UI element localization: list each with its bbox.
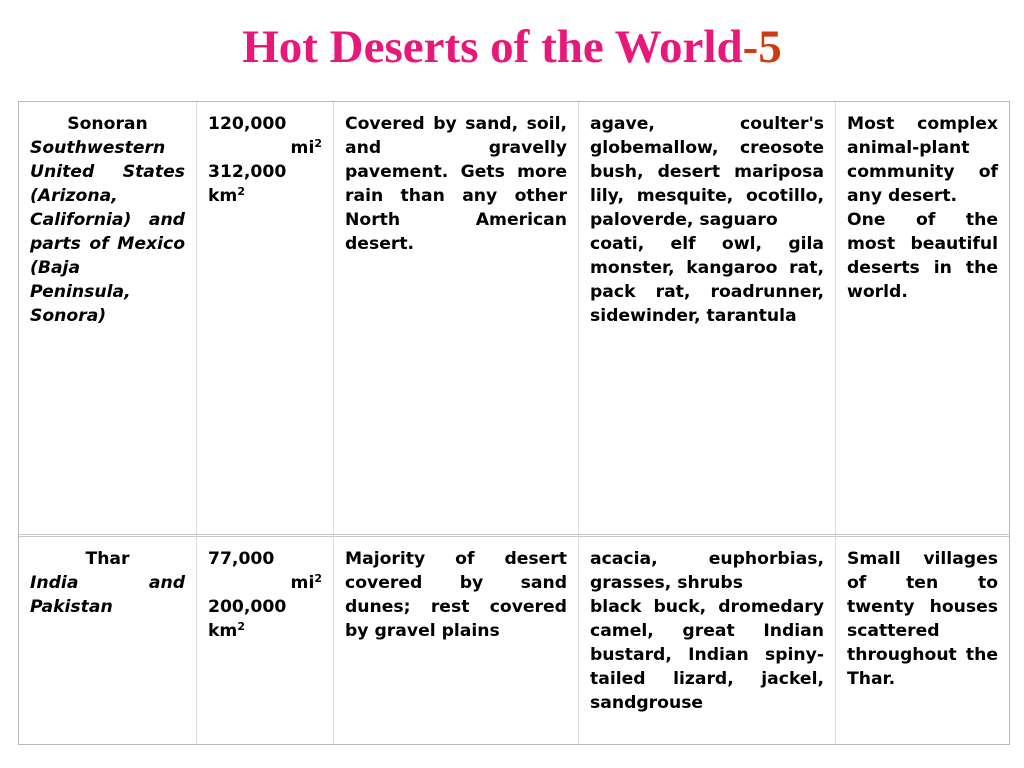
table-row	[19, 534, 1009, 744]
area-km: 312,000	[208, 162, 287, 182]
desert-name-cell	[19, 534, 197, 744]
slide-title	[0, 14, 1024, 80]
desert-note: Most complex animal-plant community of any desert.	[847, 114, 998, 206]
desert-region: India and Pakistan	[30, 573, 185, 617]
desert-name-cell	[19, 102, 197, 534]
area-km-unit: $km^2$	[208, 620, 245, 641]
area-miles-unit: $mi^2$	[290, 137, 322, 158]
desert-notes-cell	[836, 534, 1009, 744]
area-miles: 120,000	[208, 114, 287, 134]
area-km: 200,000	[208, 597, 287, 617]
table-row	[19, 102, 1009, 534]
desert-features: Covered by sand, soil, and gravelly pavement. Gets more rain than any other North American desert.	[345, 114, 567, 254]
area-miles: 77,000	[208, 549, 275, 569]
desert-table	[18, 101, 1010, 745]
desert-area-cell	[197, 534, 334, 744]
area-miles-unit: $mi^2$	[290, 572, 322, 593]
desert-region: Southwestern United States (Arizona, California) and parts of Mexico (Baja Peninsula, Sonora)	[30, 138, 185, 326]
desert-note: Small villages of ten to twenty houses scattered throughout the Thar.	[847, 549, 998, 689]
slide-title-text: Hot Deserts of the World	[242, 21, 743, 73]
desert-name: Sonoran	[67, 114, 148, 134]
desert-features-cell	[334, 534, 579, 744]
desert-features: Majority of desert covered by sand dunes; rest covered by gravel plains	[345, 549, 567, 641]
desert-animals: coati, elf owl, gila monster, kangaroo rat, pack rat, roadrunner, sidewinder, tarantula	[590, 234, 824, 326]
desert-flora-fauna-cell	[579, 534, 836, 744]
desert-area-cell	[197, 102, 334, 534]
slide-title-number: -5	[742, 21, 782, 73]
desert-flora-fauna-cell	[579, 102, 836, 534]
desert-plants: agave, coulter's globemallow, creosote bush, desert mariposa lily, mesquite, ocotillo, paloverde, saguaro	[590, 114, 824, 230]
desert-animals: black buck, dromedary camel, great Indian bustard, Indian spiny-tailed lizard, jackel, sandgrouse	[590, 597, 824, 713]
desert-name: Thar	[85, 549, 130, 569]
desert-plants: acacia, euphorbias, grasses, shrubs	[590, 549, 824, 593]
area-km-unit: $km^2$	[208, 185, 245, 206]
desert-note: One of the most beautiful deserts in the world.	[847, 210, 998, 302]
desert-notes-cell	[836, 102, 1009, 534]
desert-features-cell	[334, 102, 579, 534]
